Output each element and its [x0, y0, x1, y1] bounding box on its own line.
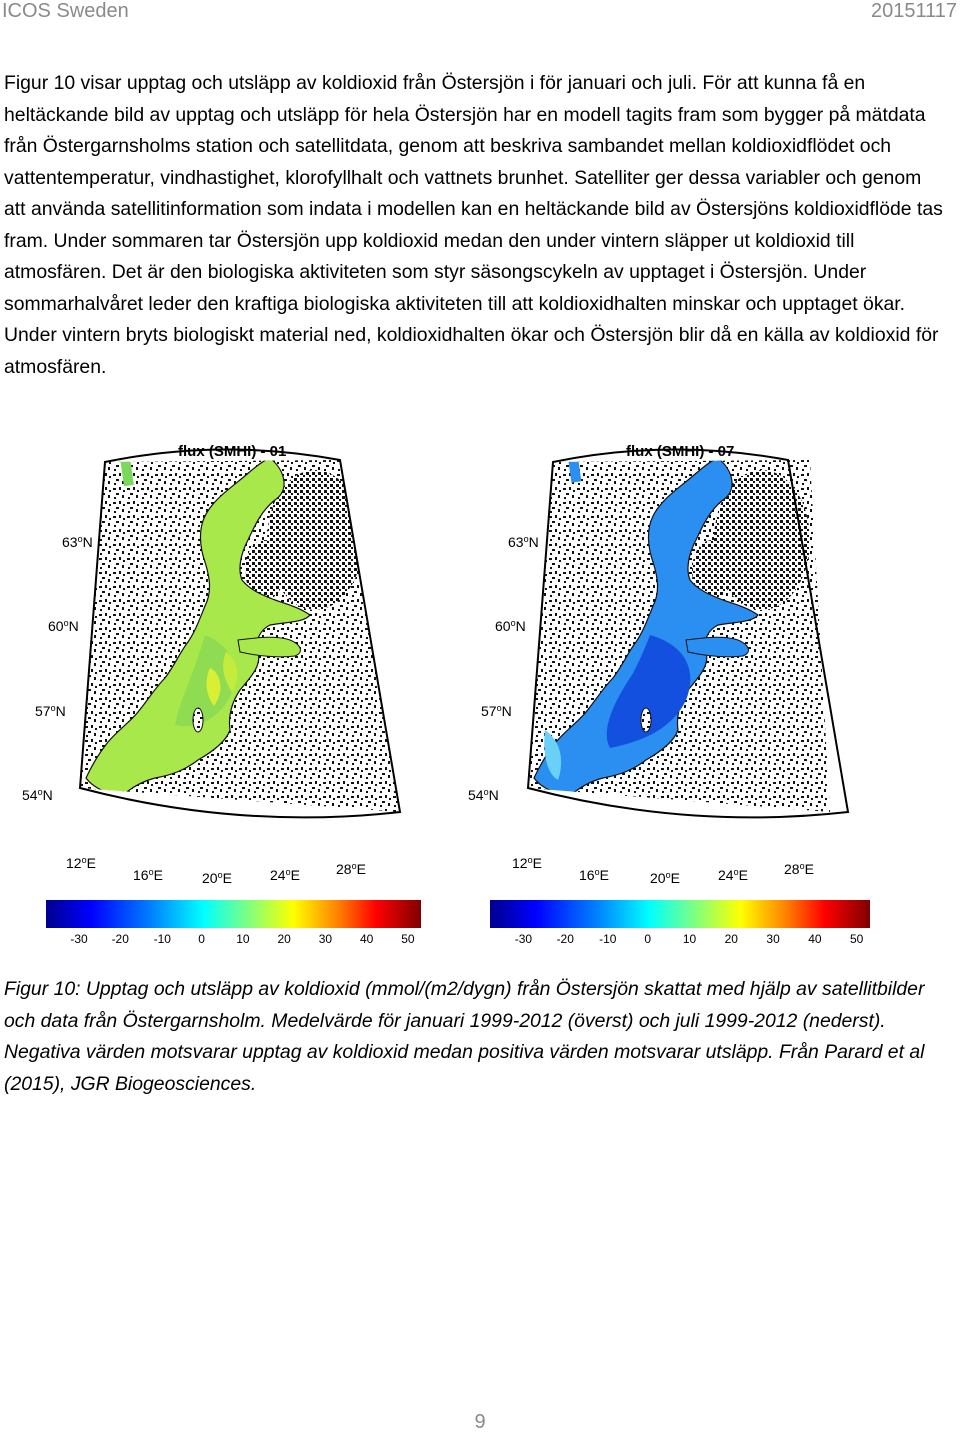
cbar-tick: -20 [556, 932, 574, 946]
figure-10 [0, 430, 960, 950]
cbar-tick: 20 [724, 932, 738, 946]
colorbar-ticks-january [46, 932, 421, 948]
cbar-tick: -10 [153, 932, 171, 946]
map-title: flux (SMHI) - 07 [626, 443, 735, 460]
map-january [0, 430, 480, 900]
cbar-tick: 20 [277, 932, 291, 946]
lon-label: 28$^o$E [336, 861, 366, 877]
lon-label: 20$^o$E [650, 870, 680, 886]
cbar-tick: 30 [766, 932, 780, 946]
lat-label: 63$^o$N [508, 534, 539, 550]
cbar-tick: 10 [236, 932, 250, 946]
lat-label: 60$^o$N [48, 618, 79, 634]
lat-label: 60$^o$N [495, 618, 526, 634]
lon-label: 24$^o$E [718, 867, 748, 883]
colorbar-ticks-july [490, 932, 870, 948]
map-july [450, 430, 930, 900]
lon-label: 16$^o$E [133, 867, 163, 883]
page-number: 9 [474, 1411, 486, 1433]
lon-label: 24$^o$E [270, 867, 300, 883]
figure-caption: Figur 10: Upptag och utsläpp av koldioxid (mmol/(m2/dygn) från Östersjön skattat med hjälp av satellitbilder och data från Östergarnsholm. Medelvärde för januari 1999-2012 (överst) och juli 1999-2012 (nederst). Negativa värden motsvarar upptag av koldioxid medan positiva värden motsvarar utsläpp. Från Parard et al (2015), JGR Biogeosciences. [4, 978, 925, 1095]
cbar-tick: 50 [850, 932, 864, 946]
cbar-tick: 10 [682, 932, 697, 946]
header-title: ICOS Sweden [2, 0, 129, 22]
cbar-tick: 40 [359, 932, 374, 946]
lon-label: 28$^o$E [784, 861, 814, 877]
lat-label: 54$^o$N [468, 787, 499, 803]
cbar-tick: 40 [808, 932, 822, 946]
lat-label: 63$^o$N [62, 534, 93, 550]
cbar-tick: -10 [599, 932, 617, 946]
colorbar-january [46, 900, 421, 928]
cbar-tick: -20 [111, 932, 129, 946]
cbar-tick: -30 [70, 932, 88, 946]
lon-label: 16$^o$E [579, 867, 609, 883]
cbar-tick: 0 [644, 932, 652, 946]
lon-label: 12$^o$E [512, 855, 542, 871]
lat-label: 54$^o$N [22, 787, 53, 803]
cbar-tick: 30 [318, 932, 333, 946]
body-paragraph: Figur 10 visar upptag och utsläpp av koldioxid från Östersjön i för januari och juli. För att kunna få en heltäckande bild av upptag och utsläpp för hela Östersjön har en modell tagits fram som bygger på mätdata från Östergarnsholms station och satellitdata, genom att beskriva sambandet mellan koldioxidflödet och vattentemperatur, vindhastighet, klorofyllhalt och vattnets brunhet. Satelliter ger dessa variabler och genom att använda satellitinformation som indata i modellen kan en heltäckande bild av Östersjöns koldioxidflöde tas fram. Under sommaren tar Östersjön upp koldioxid medan den under vintern släpper ut koldioxid till atmosfären. Det är den biologiska aktiviteten som styr säsongscykeln av upptaget i Östersjön. Under sommarhalvåret leder den kraftiga biologiska aktiviteten till att koldioxidhalten minskar och upptaget ökar. Under vintern bryts biologiskt material ned, koldioxidhalten ökar och Östersjön blir då en källa av koldioxid för atmosfären. [4, 72, 943, 378]
cbar-tick: -30 [514, 932, 533, 946]
lon-label: 12$^o$E [66, 855, 96, 871]
header-date: 20151117 [870, 0, 957, 22]
lat-label: 57$^o$N [35, 703, 66, 719]
lat-label: 57$^o$N [481, 703, 512, 719]
cbar-tick: 0 [198, 932, 205, 946]
map-title: flux (SMHI) - 01 [178, 443, 287, 460]
lon-label: 20$^o$E [202, 870, 232, 886]
cbar-tick: 50 [401, 932, 415, 946]
colorbar-july [490, 900, 870, 928]
